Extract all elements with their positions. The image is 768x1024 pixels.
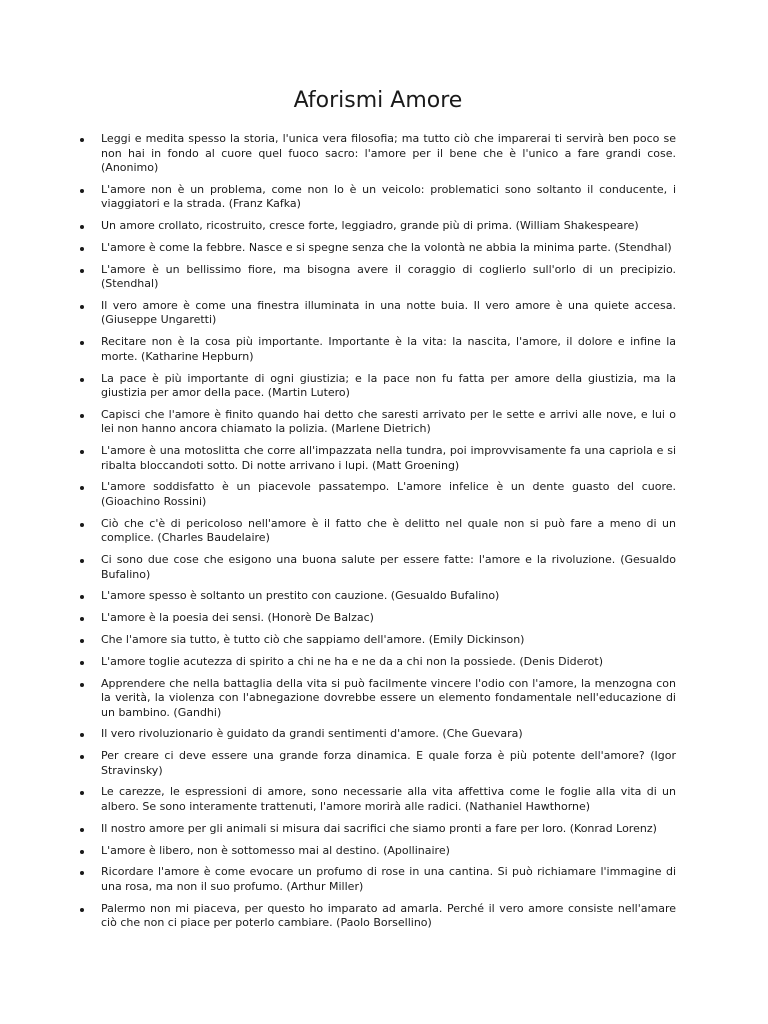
quote-text: Un amore crollato, ricostruito, cresce forte, leggiadro, grande più di prima. (William Shakespeare): [101, 219, 639, 233]
quote-text: Capisci che l'amore è finito quando hai detto che saresti arrivato per le sette e arrivi alle nove, e lui o lei non hanno ancora chiamato la polizia. (Marlene Dietrich): [101, 407, 676, 436]
quote-item: [80, 444, 676, 473]
quote-item: [80, 677, 676, 721]
bullet-icon: [80, 661, 84, 665]
quote-item: [80, 844, 676, 859]
bullet-icon: [80, 683, 84, 687]
bullet-icon: [80, 791, 84, 795]
quote-text: Il vero amore è come una finestra illuminata in una notte buia. Il vero amore è una quiete accesa. (Giuseppe Ungaretti): [101, 298, 676, 327]
quote-item: [80, 611, 676, 626]
quote-list: [80, 132, 676, 931]
quote-text: L'amore è come la febbre. Nasce e si spegne senza che la volontà ne abbia la minima parte. (Stendhal): [101, 240, 672, 254]
quote-item: [80, 480, 676, 509]
quote-text: L'amore è libero, non è sottomesso mai al destino. (Apollinaire): [101, 843, 450, 857]
quote-text: Per creare ci deve essere una grande forza dinamica. E quale forza è più potente dell'amore? (Igor Stravinsky): [101, 749, 676, 777]
bullet-icon: [80, 828, 84, 832]
quote-text: Palermo non mi piaceva, per questo ho imparato ad amarla. Perché il vero amore consiste nell'amare ciò che non ci piace per poterlo cambiare. (Paolo Borsellino): [101, 901, 676, 930]
quote-item: [80, 589, 676, 604]
quote-item: [80, 183, 676, 212]
bullet-icon: [80, 450, 84, 454]
quote-text: La pace è più importante di ogni giustizia; e la pace non fu fatta per amore della giustizia, ma la giustizia per amor della pace. (Martin Lutero): [101, 371, 676, 400]
quote-item: [80, 372, 676, 401]
quote-item: [80, 335, 676, 364]
quote-item: [80, 553, 676, 582]
bullet-icon: [80, 247, 84, 251]
quote-text: L'amore spesso è soltanto un prestito con cauzione. (Gesualdo Bufalino): [101, 589, 500, 603]
quote-text: Ricordare l'amore è come evocare un profumo di rose in una cantina. Si può richiamare l'immagine di una rosa, ma non il suo profumo. (Arthur Miller): [101, 865, 676, 893]
bullet-icon: [80, 378, 84, 382]
quote-text: Che l'amore sia tutto, è tutto ciò che sappiamo dell'amore. (Emily Dickinson): [101, 632, 525, 646]
document-title: Aforismi Amore: [293, 88, 463, 113]
quote-item: [80, 241, 676, 256]
quote-text: Il nostro amore per gli animali si misura dai sacrifici che siamo pronti a fare per loro. (Konrad Lorenz): [101, 821, 657, 835]
bullet-icon: [80, 225, 84, 229]
bullet-icon: [80, 850, 84, 854]
quote-item: [80, 219, 676, 234]
quote-text: Recitare non è la cosa più importante. Importante è la vita: la nascita, l'amore, il dolore e infine la morte. (Katharine Hepburn): [101, 335, 676, 363]
bullet-icon: [80, 639, 84, 643]
quote-text: L'amore è un bellissimo fiore, ma bisogna avere il coraggio di coglierlo sull'orlo di un precipizio. (Stendhal): [101, 262, 676, 291]
bullet-icon: [80, 269, 84, 273]
quote-item: [80, 517, 676, 546]
bullet-icon: [80, 617, 84, 621]
quote-item: [80, 633, 676, 648]
bullet-icon: [80, 305, 84, 309]
bullet-icon: [80, 523, 84, 527]
quote-item: [80, 822, 676, 837]
quote-text: Leggi e medita spesso la storia, l'unica vera filosofia; ma tutto ciò che imparerai ti servirà ben poco se non hai in fondo al cuore quel fuoco sacro: l'amore per il bene che è l'unico a fare grandi cose. (Anonimo): [101, 132, 676, 174]
quote-item: [80, 749, 676, 778]
quote-item: [80, 727, 676, 742]
bullet-icon: [80, 559, 84, 563]
quote-item: [80, 785, 676, 814]
bullet-icon: [80, 908, 84, 912]
quote-item: [80, 902, 676, 931]
bullet-icon: [80, 733, 84, 737]
quote-item: [80, 408, 676, 437]
quote-text: Apprendere che nella battaglia della vita si può facilmente vincere l'odio con l'amore, la menzogna con la verità, la violenza con l'abnegazione dovrebbe essere un elemento fondamentale nell'educazione di un bambino. (Gandhi): [101, 676, 676, 719]
bullet-icon: [80, 138, 84, 142]
quote-item: [80, 655, 676, 670]
quote-item: [80, 865, 676, 894]
bullet-icon: [80, 595, 84, 599]
quote-text: L'amore soddisfatto è un piacevole passatempo. L'amore infelice è un dente guasto del cuore. (Gioachino Rossini): [101, 480, 676, 508]
quote-text: Ci sono due cose che esigono una buona salute per essere fatte: l'amore e la rivoluzione. (Gesualdo Bufalino): [101, 553, 676, 581]
quote-item: [80, 299, 676, 328]
quote-text: L'amore toglie acutezza di spirito a chi ne ha e ne da a chi non la possiede. (Denis Diderot): [101, 654, 603, 668]
bullet-icon: [80, 341, 84, 345]
quote-item: [80, 263, 676, 292]
bullet-icon: [80, 414, 84, 418]
bullet-icon: [80, 189, 84, 193]
quote-text: L'amore non è un problema, come non lo è un veicolo: problematici sono soltanto il conducente, i viaggiatori e la strada. (Franz Kafka): [101, 182, 676, 211]
bullet-icon: [80, 755, 84, 759]
bullet-icon: [80, 486, 84, 490]
quote-text: L'amore è una motoslitta che corre all'impazzata nella tundra, poi improvvisamente fa una capriola e si ribalta bloccandoti sotto. Di notte arrivano i lupi. (Matt Groening): [101, 444, 676, 472]
bullet-icon: [80, 871, 84, 875]
quote-item: [80, 132, 676, 176]
quote-text: Le carezze, le espressioni di amore, sono necessarie alla vita affettiva come le foglie alla vita di un albero. Se sono interamente trattenuti, l'amore morirà alle radici. (Nathaniel Hawthorne): [101, 785, 676, 813]
quote-text: Ciò che c'è di pericoloso nell'amore è il fatto che è delitto nel quale non si può fare a meno di un complice. (Charles Baudelaire): [101, 516, 676, 545]
quote-text: L'amore è la poesia dei sensi. (Honorè De Balzac): [101, 611, 374, 625]
quote-text: Il vero rivoluzionario è guidato da grandi sentimenti d'amore. (Che Guevara): [101, 727, 523, 741]
